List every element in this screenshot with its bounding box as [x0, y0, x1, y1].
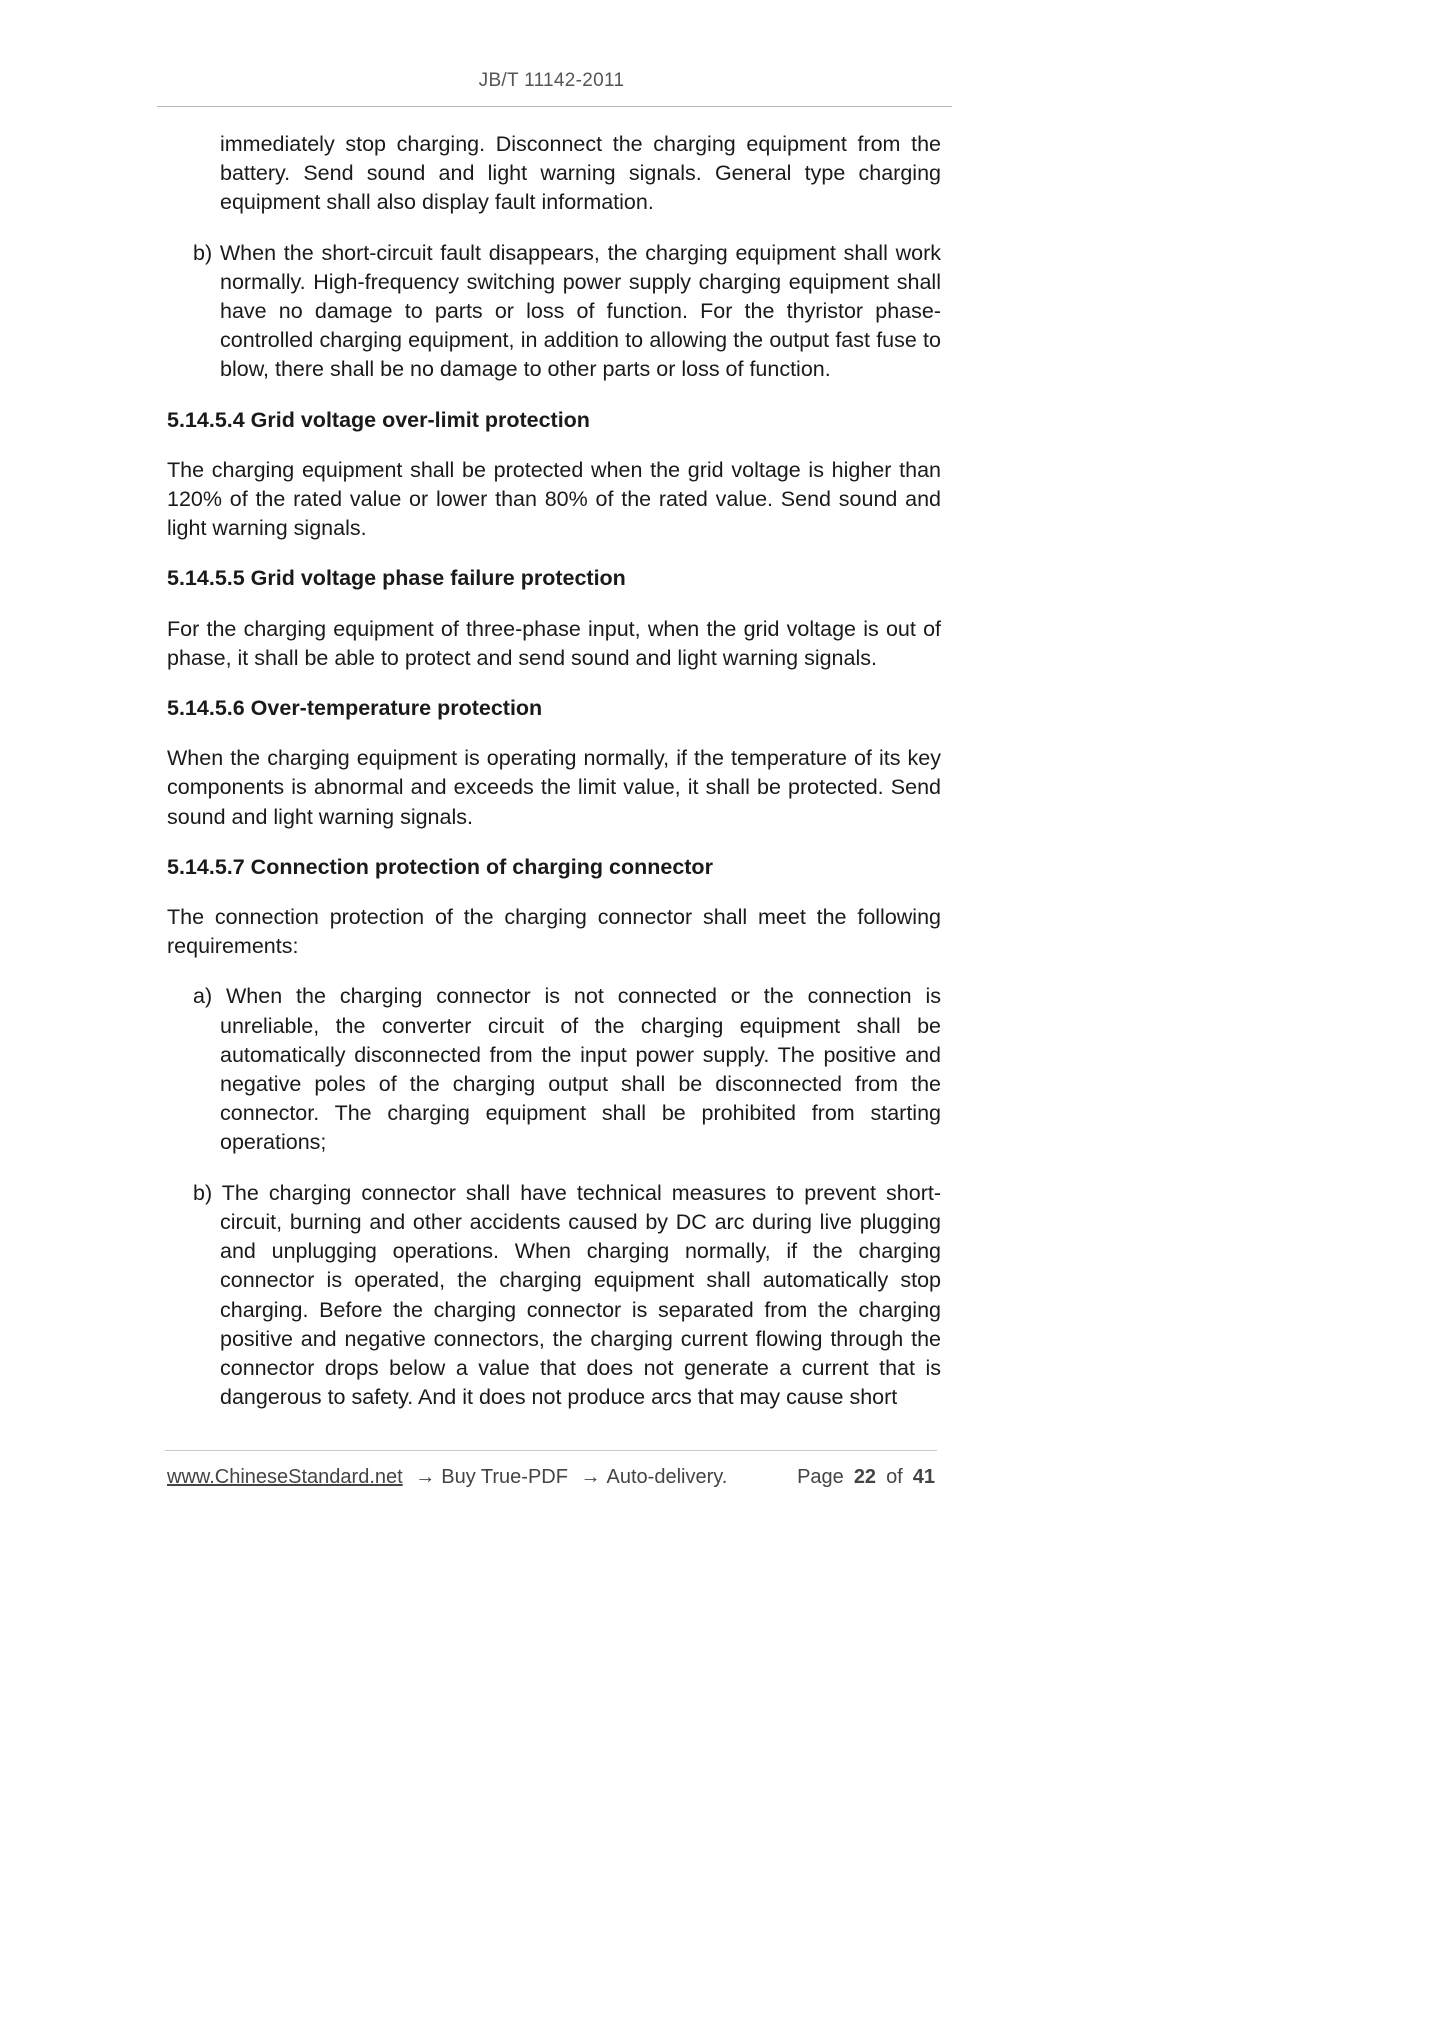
continuation-paragraph: immediately stop charging. Disconnect the charging equipment from the battery. Send sound and light warning signals. General type charging equipment shall also display fault information. [220, 132, 941, 215]
section-text-5-14-5-4: The charging equipment shall be protected when the grid voltage is higher than 120% of the rated value or lower than 80% of the rated value. Send sound and light warning signals. [167, 457, 941, 541]
header-divider [157, 106, 952, 107]
section-text-5-14-5-7: The connection protection of the charging connector shall meet the following requirements: [167, 905, 941, 959]
document-footer [167, 1466, 935, 1489]
site-link[interactable]: www.ChineseStandard.net [167, 1466, 403, 1488]
page-label: Page [797, 1466, 844, 1488]
page-current: 22 [853, 1466, 877, 1488]
buy-text: Buy True-PDF [441, 1466, 568, 1488]
standard-code: JB/T 11142-2011 [478, 70, 625, 91]
document-header [0, 70, 1103, 92]
list-item-a-connector: a) When the charging connector is not connected or the connection is unreliable, the converter circuit of the charging equipment shall be automatically disconnected from the input power supply. The positive and negative poles of the charging output shall be disconnected from the connector. The charging equipment shall be prohibited from starting operations; [193, 984, 941, 1155]
footer-promo [167, 1466, 727, 1489]
delivery-text: Auto-delivery. [606, 1466, 728, 1488]
page-number [797, 1466, 935, 1489]
list-item-b-connector: b) The charging connector shall have technical measures to prevent short-circuit, burning and other accidents caused by DC arc during live plugging and unplugging operations. When charging normally, if the charging connector is operated, the charging equipment shall automatically stop charging. Before the charging connector is separated from the charging positive and negative connectors, the charging current flowing through the connector drops below a value that does not generate a current that is dangerous to safety. And it does not produce arcs that may cause short [193, 1180, 941, 1410]
section-heading-5-14-5-6: 5.14.5.6 Over-temperature protection [167, 696, 543, 721]
section-heading-5-14-5-7: 5.14.5.7 Connection protection of charging connector [167, 854, 713, 879]
footer-divider [165, 1450, 937, 1451]
section-text-5-14-5-6: When the charging equipment is operating normally, if the temperature of its key components is abnormal and exceeds the limit value, it shall be protected. Send sound and light warning signals. [167, 746, 941, 829]
page-of: of [886, 1466, 903, 1488]
section-heading-5-14-5-5: 5.14.5.5 Grid voltage phase failure protection [167, 566, 626, 591]
arrow-icon: → [415, 1466, 436, 1488]
section-heading-5-14-5-4: 5.14.5.4 Grid voltage over-limit protection [167, 407, 590, 432]
arrow-icon: → [580, 1466, 601, 1488]
list-item-b-short-circuit: b) When the short-circuit fault disappears, the charging equipment shall work normally. High-frequency switching power supply charging equipment shall have no damage to parts or loss of function. For the thyristor phase-controlled charging equipment, in addition to allowing the output fast fuse to blow, there shall be no damage to other parts or loss of function. [193, 240, 941, 382]
section-text-5-14-5-5: For the charging equipment of three-phase input, when the grid voltage is out of phase, it shall be able to protect and send sound and light warning signals. [167, 616, 941, 670]
document-body [167, 130, 941, 1433]
page-total: 41 [912, 1466, 935, 1488]
